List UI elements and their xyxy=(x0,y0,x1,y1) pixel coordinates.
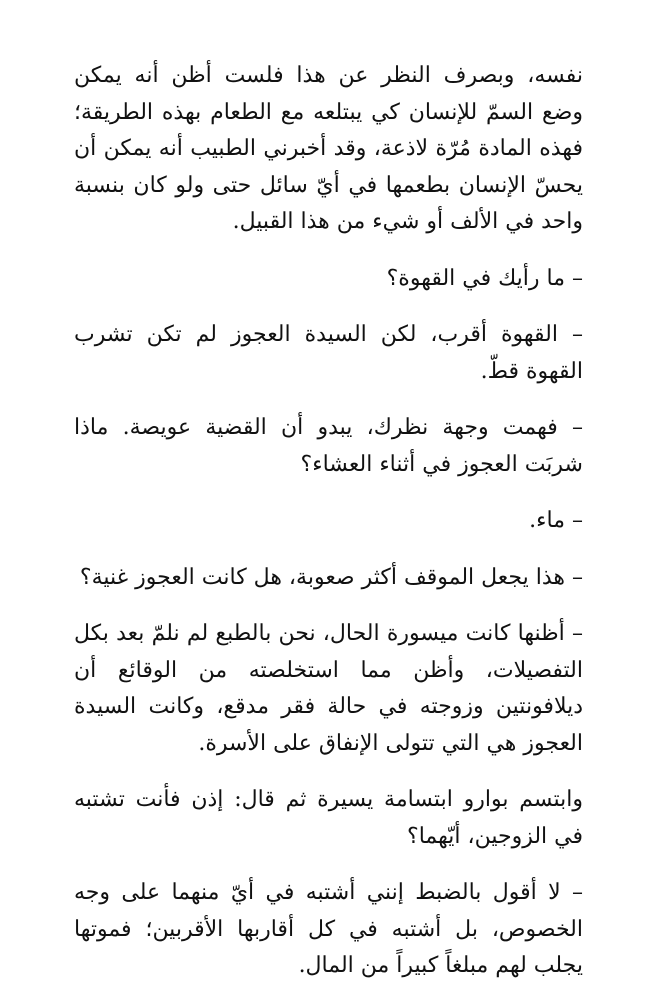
paragraph-suspect-relatives: – لا أقول بالضبط إنني أشتبه في أيّ منهما على وجه الخصوص، بل أشتبه في كل أقاربها الأقربين؛ فموتها يجلب لهم مبلغاً كبيراً من المال. xyxy=(74,880,583,978)
paragraph-coffee-question: – ما رأيك في القهوة؟ xyxy=(386,265,583,291)
paragraph-dinner-question: – فهمت وجهة نظرك، يبدو أن القضية عويصة. ماذا شربَت العجوز في أثناء العشاء؟ xyxy=(74,415,583,477)
paragraph-coffee-answer: – القهوة أقرب، لكن السيدة العجوز لم تكن تشرب القهوة قطّ. xyxy=(74,322,583,384)
paragraph-water-answer: – ماء. xyxy=(529,508,583,533)
paragraph-narration-poison: نفسه، وبصرف النظر عن هذا فلست أظن أنه يمكن وضع السمّ للإنسان كي يبتلعه مع الطعام بهذه الطريقة؛ فهذه المادة مُرّة لاذعة، وقد أخبرني الطبيب أنه يمكن أن يحسّ الإنسان بطعمها في أيّ سائل حتى ولو كان بنسبة واحد في الألف أو شيء من هذا القبيل. xyxy=(74,63,583,234)
paragraph-poirot-smile: وابتسم بوارو ابتسامة يسيرة ثم قال: إذن فأنت تشتبه في الزوجين، أيّهما؟ xyxy=(74,787,583,849)
paragraph-rich-question: – هذا يجعل الموقف أكثر صعوبة، هل كانت العجوز غنية؟ xyxy=(79,564,583,590)
paragraph-wealth-answer: – أظنها كانت ميسورة الحال، نحن بالطبع لم نلمّ بعد بكل التفصيلات، وأظن مما استخلصته من الوقائع أن ديلافونتين وزوجته في حالة فقر مدقع، وكانت السيدة العجوز هي التي تتولى الإنفاق على الأسرة. xyxy=(74,621,583,756)
